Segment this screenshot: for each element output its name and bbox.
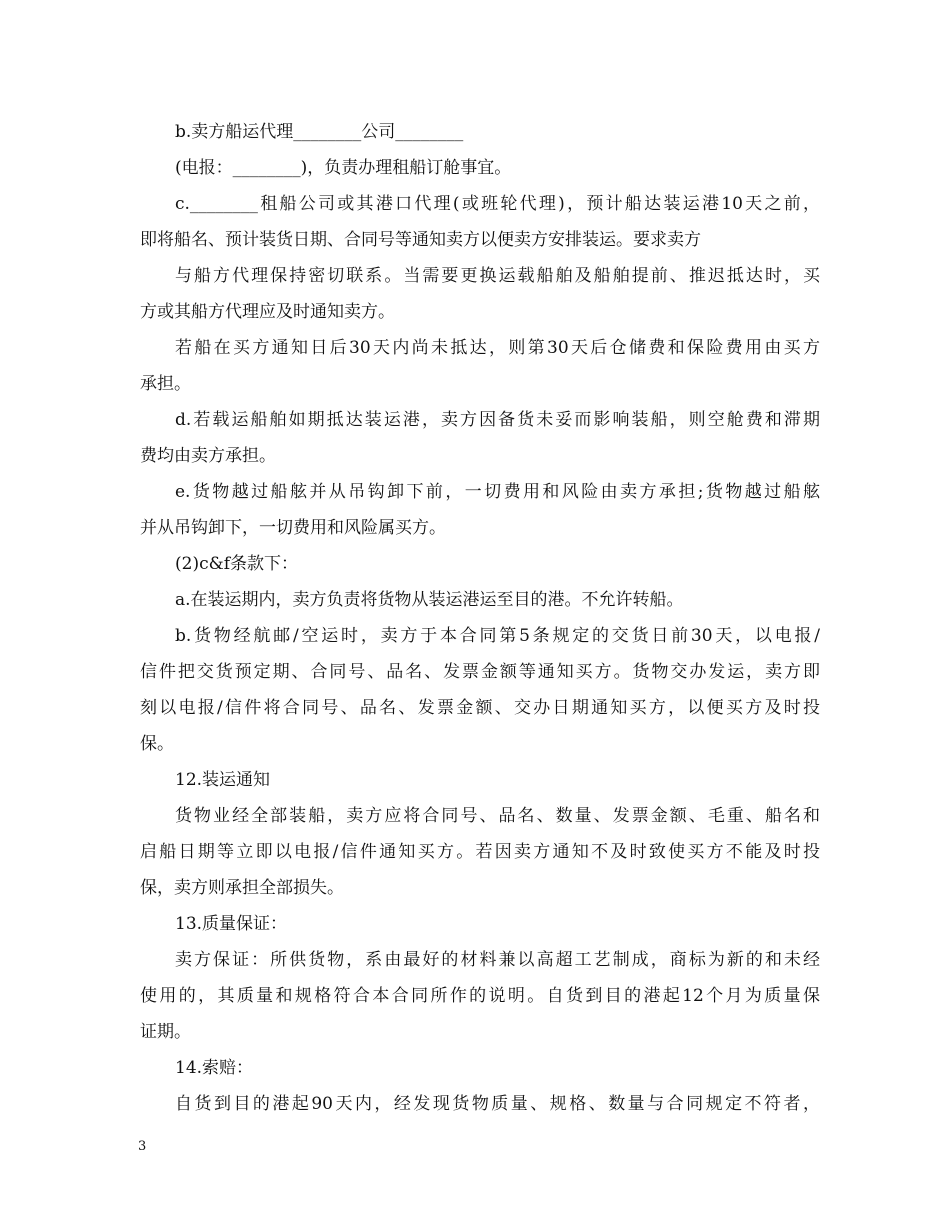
- text-line: 信件把交货预定期、合同号、品名、发票金额等通知买方。货物交办发运，卖方即: [140, 662, 820, 682]
- text-line: b.卖方船运代理________公司________: [175, 122, 464, 142]
- text-line: b.货物经航邮/空运时，卖方于本合同第5条规定的交货日前30天，以电报/: [175, 626, 820, 646]
- text-line: c.________租船公司或其港口代理(或班轮代理)，预计船达装运港10天之前，: [175, 194, 820, 214]
- text-line: 刻以电报/信件将合同号、品名、发票金额、交办日期通知买方，以便买方及时投: [140, 698, 820, 718]
- text-line: 若船在买方通知日后30天内尚未抵达，则第30天后仓储费和保险费用由买方: [175, 338, 820, 358]
- text-line: 即将船名、预计装货日期、合同号等通知卖方以便卖方安排装运。要求卖方: [140, 230, 701, 250]
- text-line: (2)c&f条款下：: [175, 554, 299, 574]
- text-line: 使用的，其质量和规格符合本合同所作的说明。自货到目的港起12个月为质量保: [140, 986, 820, 1006]
- text-line: 并从吊钩卸下，一切费用和风险属买方。: [140, 518, 446, 538]
- text-line: d.若载运船舶如期抵达装运港，卖方因备货未妥而影响装船，则空舱费和滞期: [175, 410, 820, 430]
- text-line: 保，卖方则承担全部损失。: [140, 878, 344, 898]
- text-line: 承担。: [140, 374, 191, 394]
- text-line: (电报：________)，负责办理租船订舱事宜。: [175, 158, 512, 178]
- text-line: 与船方代理保持密切联系。当需要更换运载船舶及船舶提前、推迟抵达时，买: [175, 266, 820, 286]
- text-line: a.在装运期内，卖方负责将货物从装运港运至目的港。不允许转船。: [175, 590, 684, 610]
- text-line: 费均由卖方承担。: [140, 446, 276, 466]
- text-line: 保。: [140, 734, 174, 754]
- text-line: 证期。: [140, 1022, 191, 1042]
- text-line: 启船日期等立即以电报/信件通知买方。若因卖方通知不及时致使买方不能及时投: [140, 842, 820, 862]
- text-line: 货物业经全部装船，卖方应将合同号、品名、数量、发票金额、毛重、船名和: [175, 806, 820, 826]
- page-number: 3: [138, 1139, 147, 1154]
- text-line: 方或其船方代理应及时通知卖方。: [140, 302, 395, 322]
- section-heading: 14.索赔：: [175, 1058, 254, 1078]
- section-heading: 12.装运通知: [175, 770, 271, 790]
- section-heading: 13.质量保证：: [175, 914, 288, 934]
- text-line: 卖方保证：所供货物，系由最好的材料兼以高超工艺制成，商标为新的和未经: [175, 950, 820, 970]
- text-line: 自货到目的港起90天内，经发现货物质量、规格、数量与合同规定不符者，: [175, 1094, 820, 1114]
- text-line: e.货物越过船舷并从吊钩卸下前，一切费用和风险由卖方承担;货物越过船舷: [175, 482, 820, 502]
